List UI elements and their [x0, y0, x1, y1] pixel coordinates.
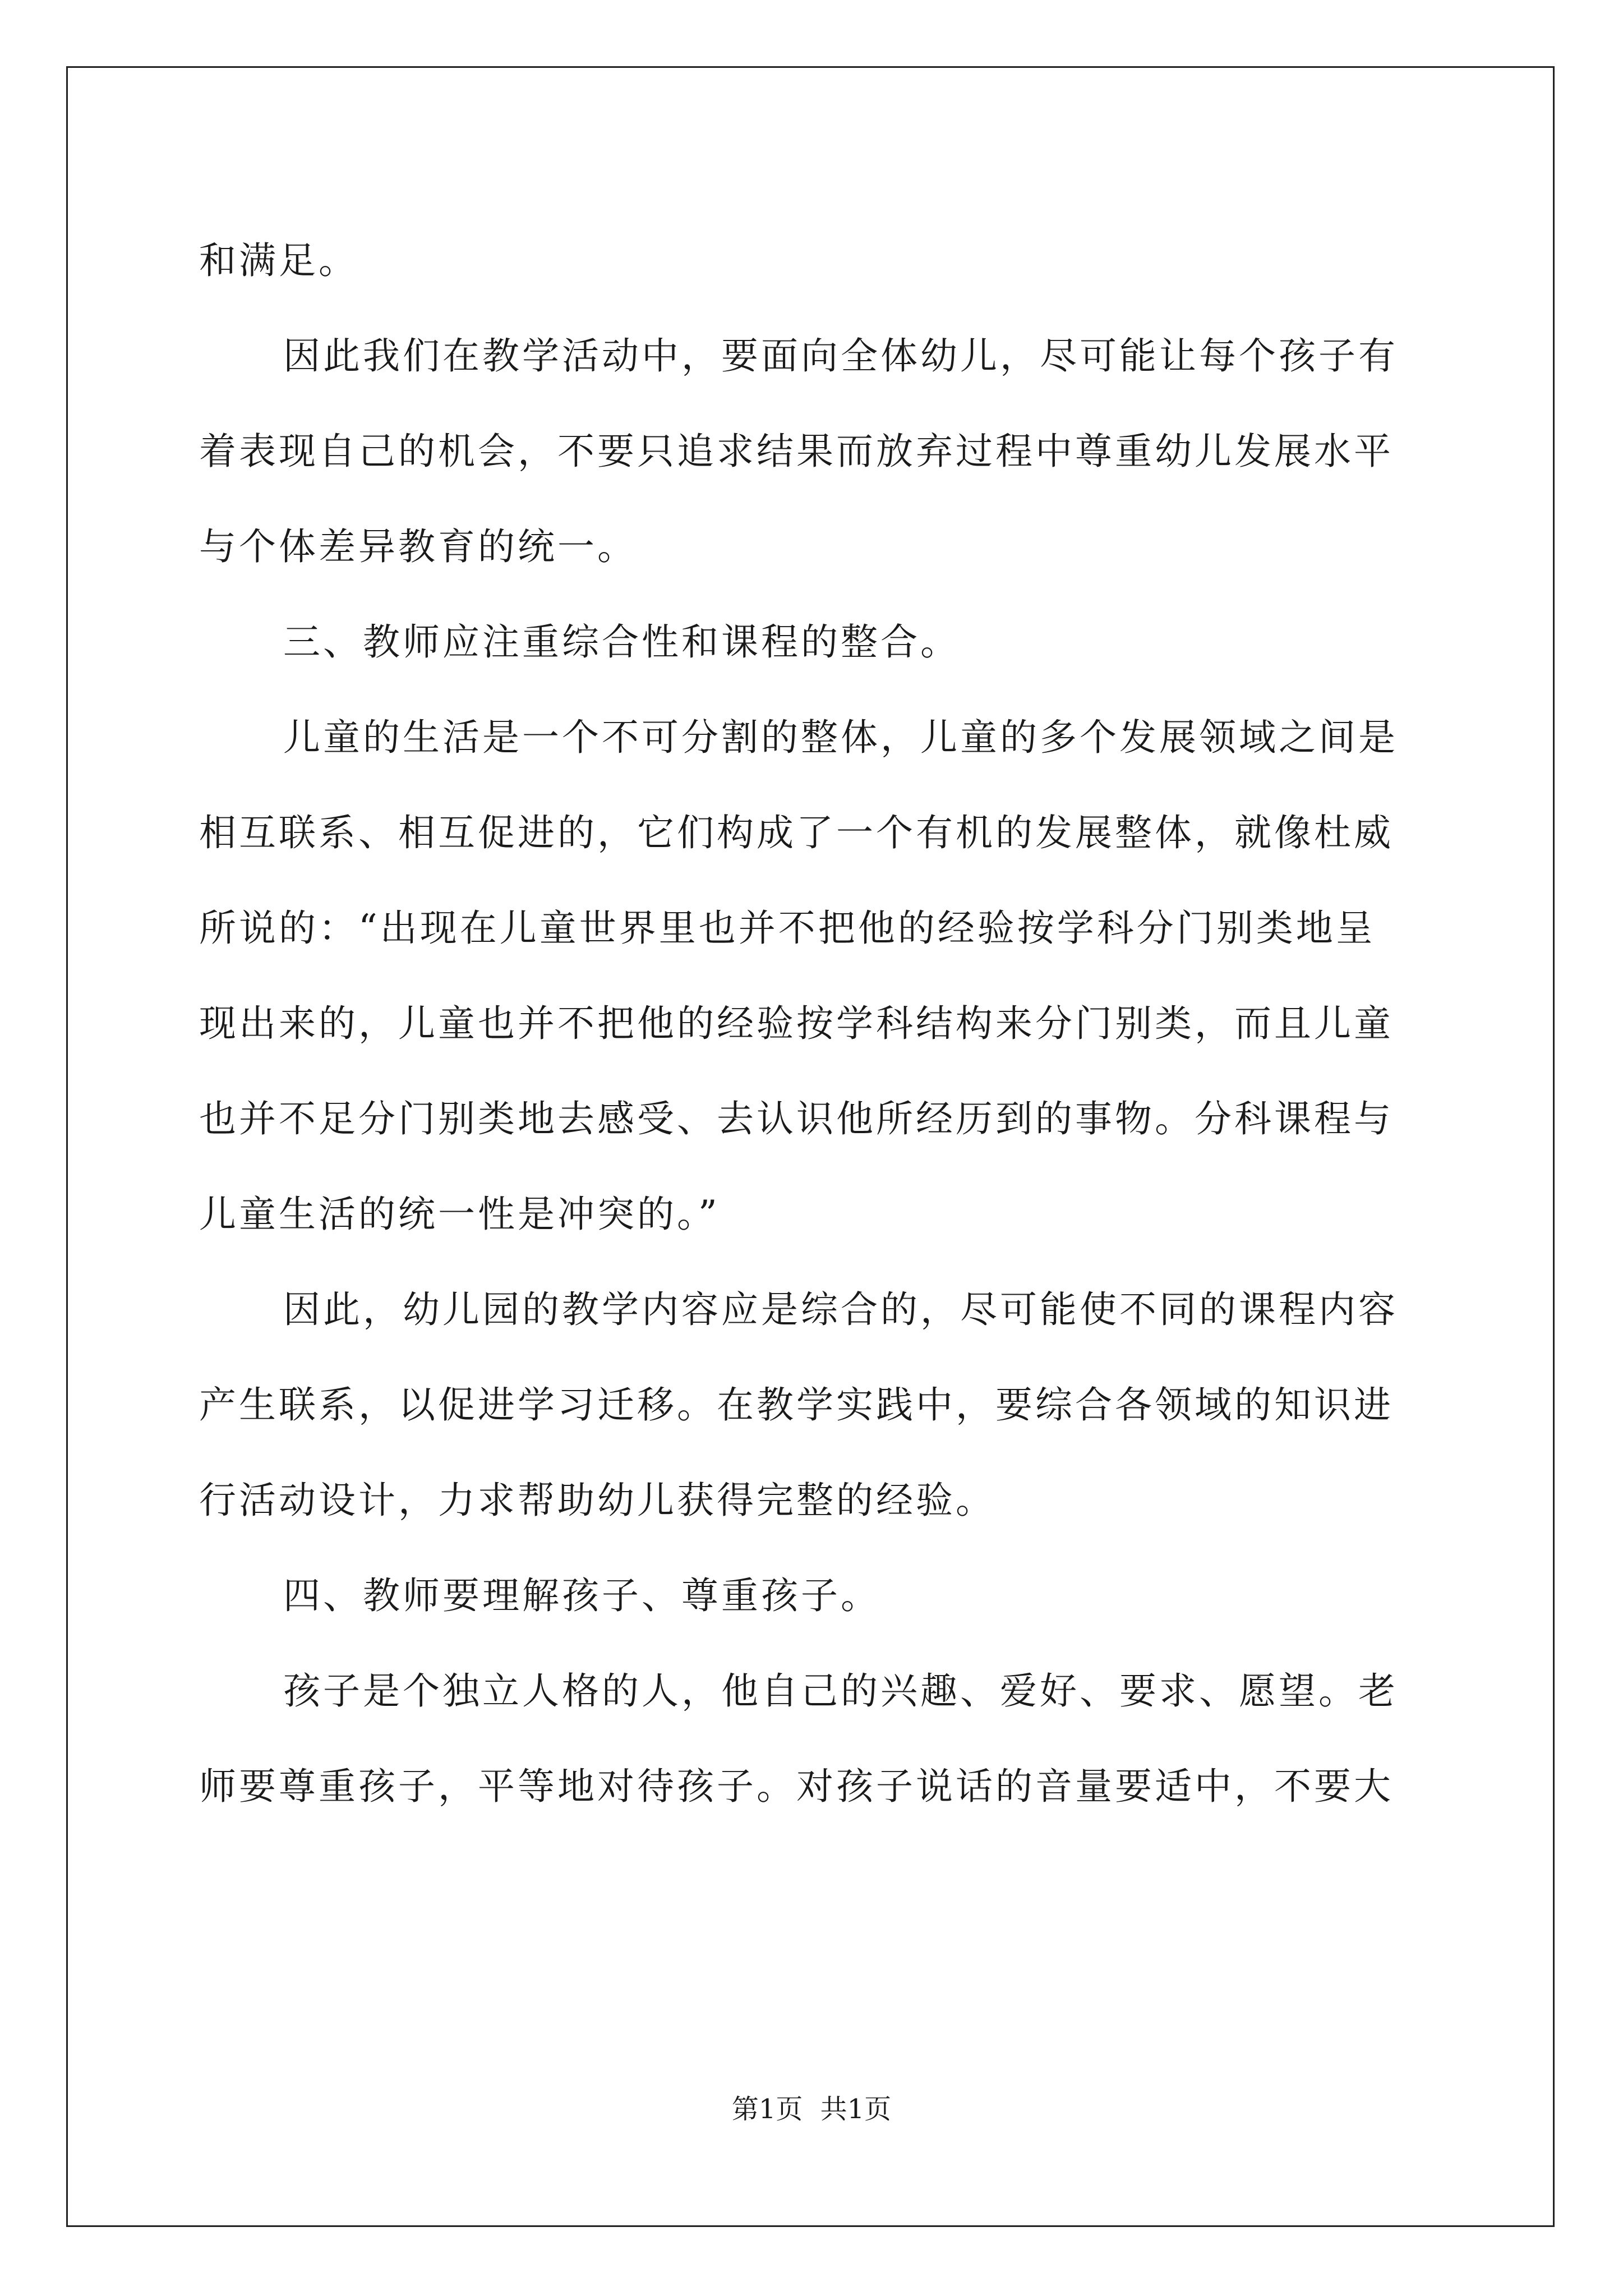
text-line: 儿童生活的统一性是冲突的。”: [199, 1193, 720, 1236]
page-number-current: 第1页: [731, 2093, 803, 2125]
text-line: 产生联系，以促进学习迁移。在教学实践中，要综合各领域的知识进: [199, 1383, 1394, 1427]
text-line: 着表现自己的机会，不要只追求结果而放弃过程中尊重幼儿发展水平: [199, 430, 1394, 473]
text-line: 所说的：“出现在儿童世界里也并不把他的经验按学科分门别类地呈: [199, 907, 1376, 950]
text-line: 因此我们在教学活动中，要面向全体幼儿，尽可能让每个孩子有: [283, 334, 1398, 378]
text-line: 与个体差异教育的统一。: [199, 525, 637, 568]
section-heading: 四、教师要理解孩子、尊重孩子。: [283, 1574, 880, 1617]
text-line: 相互联系、相互促进的，它们构成了一个有机的发展整体，就像杜威: [199, 811, 1394, 854]
text-line: 行活动设计，力求帮助幼儿获得完整的经验。: [199, 1479, 995, 1522]
text-line: 也并不足分门别类地去感受、去认识他所经历到的事物。分科课程与: [199, 1097, 1394, 1140]
page-footer: [0, 2092, 1623, 2126]
page-number-total: 共1页: [820, 2093, 892, 2125]
text-line: 师要尊重孩子，平等地对待孩子。对孩子说话的音量要适中，不要大: [199, 1765, 1394, 1808]
document-body: [199, 213, 1422, 1834]
text-line: 孩子是个独立人格的人，他自己的兴趣、爱好、要求、愿望。老: [283, 1669, 1398, 1713]
text-line: 现出来的，儿童也并不把他的经验按学科结构来分门别类，而且儿童: [199, 1002, 1394, 1045]
text-line: 儿童的生活是一个不可分割的整体，儿童的多个发展领域之间是: [283, 716, 1398, 759]
text-line: 因此，幼儿园的教学内容应是综合的，尽可能使不同的课程内容: [283, 1288, 1398, 1331]
section-heading: 三、教师应注重综合性和课程的整合。: [283, 620, 960, 664]
text-line: 和满足。: [199, 239, 358, 282]
